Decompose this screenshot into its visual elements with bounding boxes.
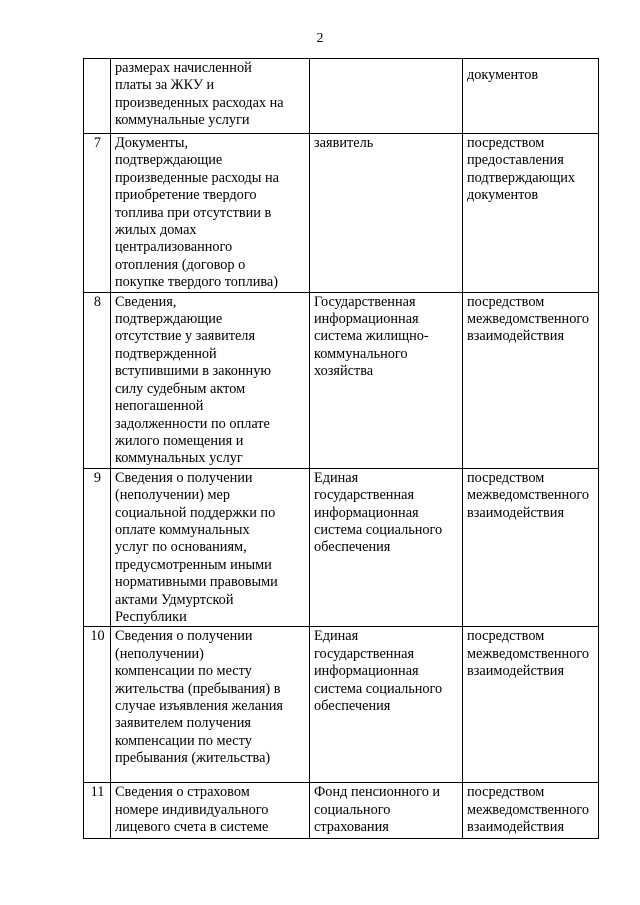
row-description: размерах начисленной платы за ЖКУ и произведенных расходах на коммунальные услуги xyxy=(111,59,310,134)
row-source: Государственная информационная система жилищно- коммунального хозяйства xyxy=(310,292,463,468)
table-row xyxy=(84,468,599,627)
row-number: 7 xyxy=(84,134,111,293)
row-source: заявитель xyxy=(310,134,463,293)
table-row xyxy=(84,134,599,293)
table-row xyxy=(84,59,599,134)
row-number: 11 xyxy=(84,783,111,839)
row-description: Сведения о получении (неполучении) мер социальной поддержки по оплате коммунальных услуг по основаниям, предусмотренным иными нормативными правовыми актами Удмуртской Республики xyxy=(111,468,310,627)
page-number: 2 xyxy=(316,31,324,46)
row-method: документов xyxy=(463,59,599,134)
table-row xyxy=(84,292,599,468)
row-source: Фонд пенсионного и социального страхования xyxy=(310,783,463,839)
row-source: Единая государственная информационная система социального обеспечения xyxy=(310,468,463,627)
row-description: Сведения о страховом номере индивидуального лицевого счета в системе xyxy=(111,783,310,839)
row-number xyxy=(84,59,111,134)
row-number: 9 xyxy=(84,468,111,627)
row-method: посредством межведомственного взаимодействия xyxy=(463,783,599,839)
row-source xyxy=(310,59,463,134)
row-method: посредством межведомственного взаимодействия xyxy=(463,627,599,783)
row-description: Сведения, подтверждающие отсутствие у заявителя подтвержденной вступившими в законную силу судебным актом непогашенной задолженности по оплате жилого помещения и коммунальных услуг xyxy=(111,292,310,468)
row-method: посредством межведомственного взаимодействия xyxy=(463,468,599,627)
row-description: Сведения о получении (неполучении) компенсации по месту жительства (пребывания) в случае изъявления желания заявителем получения компенсации по месту пребывания (жительства) xyxy=(111,627,310,783)
table-row xyxy=(84,783,599,839)
row-number: 10 xyxy=(84,627,111,783)
row-description: Документы, подтверждающие произведенные расходы на приобретение твердого топлива при отсутствии в жилых домах централизованного отопления (договор о покупке твердого топлива) xyxy=(111,134,310,293)
row-method: посредством межведомственного взаимодействия xyxy=(463,292,599,468)
row-source: Единая государственная информационная система социального обеспечения xyxy=(310,627,463,783)
table-row xyxy=(84,627,599,783)
documents-table xyxy=(83,58,599,839)
row-method: посредством предоставления подтверждающих документов xyxy=(463,134,599,293)
row-number: 8 xyxy=(84,292,111,468)
